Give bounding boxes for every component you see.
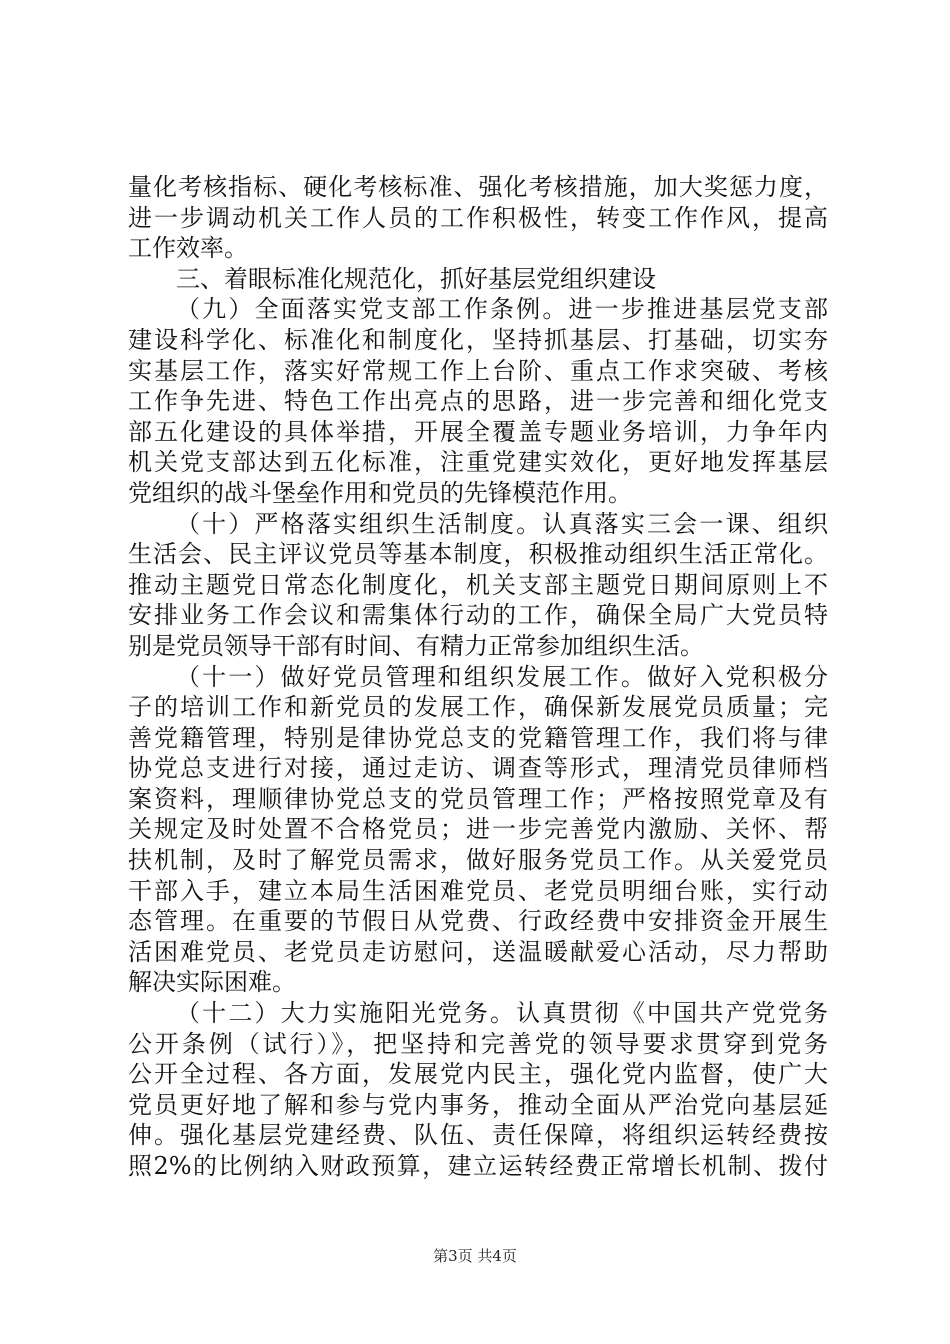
text-line: 公开全过程、各方面，发展党内民主，强化党内监督，使广大 [128,1060,828,1089]
document-body [128,172,828,1182]
text-line: 活困难党员、老党员走访慰问，送温暖献爱心活动，尽力帮助 [128,937,828,966]
text-line: 善党籍管理，特别是律协党总支的党籍管理工作，我们将与律 [128,723,828,752]
text-line: 量化考核指标、硬化考核标准、强化考核措施，加大奖惩力度， [128,173,828,201]
text-line: 干部入手，建立本局生活困难党员、老党员明细台账，实行动 [128,876,828,905]
text-line: （十一）做好党员管理和组织发展工作。做好入党积极分 [176,662,828,691]
text-line: 照2%的比例纳入财政预算，建立运转经费正常增长机制、拨付 [128,1152,828,1180]
text-line: 部五化建设的具体举措，开展全覆盖专题业务培训，力争年内 [128,417,828,446]
text-line: （九）全面落实党支部工作条例。进一步推进基层党支部 [176,295,828,324]
text-line: 解决实际困难。 [128,968,296,997]
text-line: 伸。强化基层党建经费、队伍、责任保障，将组织运转经费按 [128,1121,828,1150]
text-line: 公开条例（试行）》，把坚持和完善党的领导要求贯穿到党务 [128,1029,828,1058]
text-line: 党组织的战斗堡垒作用和党员的先锋模范作用。 [128,478,632,507]
text-line: 扶机制，及时了解党员需求，做好服务党员工作。从关爱党员 [128,846,828,875]
text-line: 工作效率。 [128,234,248,263]
text-line: 别是党员领导干部有时间、有精力正常参加组织生活。 [128,631,704,660]
text-line: 三、着眼标准化规范化，抓好基层党组织建设 [176,264,656,293]
text-line: 案资料，理顺律协党总支的党员管理工作；严格按照党章及有 [128,784,828,813]
text-line: 建设科学化、标准化和制度化，坚持抓基层、打基础，切实夯 [128,325,828,354]
text-line: 推动主题党日常态化制度化，机关支部主题党日期间原则上不 [128,570,828,599]
text-line: 协党总支进行对接，通过走访、调查等形式，理清党员律师档 [128,754,828,783]
text-line: 党员更好地了解和参与党内事务，推动全面从严治党向基层延 [128,1090,828,1119]
text-line: （十）严格落实组织生活制度。认真落实三会一课、组织 [176,509,828,538]
page-footer: 第3页 共4页 [433,1247,517,1265]
text-line: 子的培训工作和新党员的发展工作，确保新发展党员质量；完 [128,693,828,722]
text-line: 安排业务工作会议和需集体行动的工作，确保全局广大党员特 [128,601,828,630]
text-line: 机关党支部达到五化标准，注重党建实效化，更好地发挥基层 [128,448,828,477]
text-line: 生活会、民主评议党员等基本制度，积极推动组织生活正常化。 [128,540,828,569]
text-line: （十二）大力实施阳光党务。认真贯彻《中国共产党党务 [176,999,828,1028]
text-line: 态管理。在重要的节假日从党费、行政经费中安排资金开展生 [128,907,828,936]
text-line: 实基层工作，落实好常规工作上台阶、重点工作求突破、考核 [128,356,828,385]
text-line: 进一步调动机关工作人员的工作积极性，转变工作作风，提高 [128,203,828,232]
text-line: 工作争先进、特色工作出亮点的思路，进一步完善和细化党支 [128,387,828,416]
text-line: 关规定及时处置不合格党员；进一步完善党内激励、关怀、帮 [128,815,828,844]
